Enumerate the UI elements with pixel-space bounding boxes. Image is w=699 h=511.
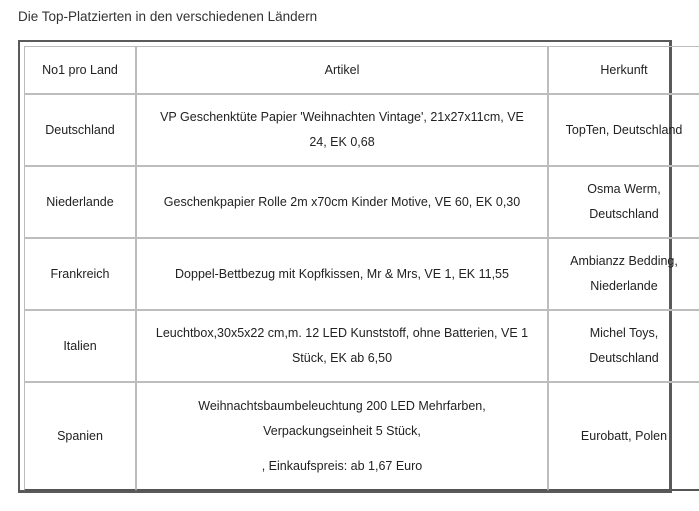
article-line: Stück, EK ab 6,50: [291, 351, 393, 365]
article-line: Doppel-Bettbezug mit Kopfkissen, Mr & Mrs, VE 1, EK 11,55: [175, 266, 509, 281]
top-products-table: [24, 46, 699, 491]
origin-line: Michel Toys,: [589, 326, 659, 340]
header-article: Artikel: [136, 46, 548, 94]
cell-article: [136, 166, 548, 238]
origin-line: Eurobatt, Polen: [580, 428, 668, 443]
origin-line: Ambianzz Bedding,: [570, 254, 678, 268]
table-caption: Die Top-Platzierten in den verschiedenen Ländern: [18, 9, 318, 24]
cell-country: Spanien: [24, 382, 136, 491]
header-country: No1 pro Land: [24, 46, 136, 94]
origin-line: TopTen, Deutschland: [565, 122, 683, 137]
article-line: Leuchtbox,30x5x22 cm,m. 12 LED Kunststoff, ohne Batterien, VE 1: [155, 326, 529, 340]
cell-article: [136, 238, 548, 310]
cell-article: [136, 94, 548, 166]
cell-origin: [548, 310, 699, 382]
article-line: Weihnachtsbaumbeleuchtung 200 LED Mehrfarben,: [198, 398, 486, 413]
table-header-row: [24, 46, 699, 94]
origin-line: Deutschland: [589, 207, 659, 221]
cell-country: Frankreich: [24, 238, 136, 310]
table-row: [24, 94, 699, 166]
cell-origin: [548, 382, 699, 491]
article-line: , Einkaufspreis: ab 1,67 Euro: [261, 458, 423, 473]
cell-origin: [548, 166, 699, 238]
cell-article: [136, 382, 548, 491]
origin-line: Niederlande: [590, 279, 658, 293]
cell-country: Niederlande: [24, 166, 136, 238]
article-line: Geschenkpapier Rolle 2m x70cm Kinder Motive, VE 60, EK 0,30: [163, 194, 521, 209]
cell-country: Italien: [24, 310, 136, 382]
table-frame: [18, 40, 683, 493]
header-origin: Herkunft: [548, 46, 699, 94]
table-row: [24, 166, 699, 238]
cell-article: [136, 310, 548, 382]
table-row: [24, 382, 699, 491]
table-row: [24, 310, 699, 382]
cell-origin: [548, 94, 699, 166]
origin-line: Deutschland: [589, 351, 659, 365]
article-line: 24, EK 0,68: [309, 135, 375, 149]
cell-origin: [548, 238, 699, 310]
cell-country: Deutschland: [24, 94, 136, 166]
table-row: [24, 238, 699, 310]
article-line: VP Geschenktüte Papier 'Weihnachten Vintage', 21x27x11cm, VE: [160, 110, 524, 124]
origin-line: Osma Werm,: [587, 182, 661, 196]
article-line: Verpackungseinheit 5 Stück,: [263, 423, 421, 438]
